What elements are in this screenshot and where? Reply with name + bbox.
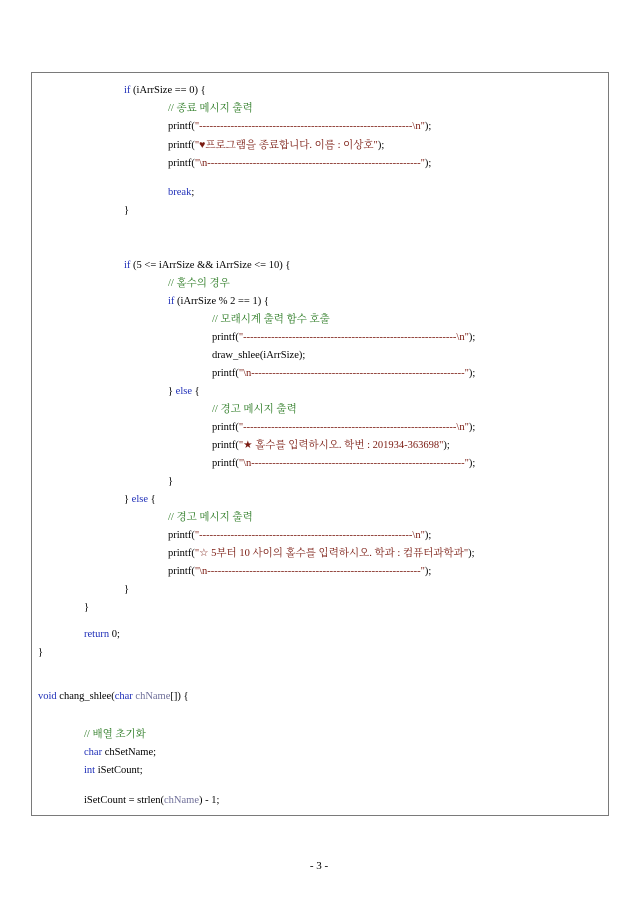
code-line: printf("-------------------------------------------------------------\n"); [168, 121, 432, 132]
code-line: char chSetName; [84, 747, 157, 758]
code-line: } [124, 205, 130, 216]
code-line: printf("☆ 5부터 10 사이의 홀수를 입력하시오. 학과 : 컴퓨터과학과"); [168, 548, 475, 559]
code-line: printf("\n-------------------------------------------------------------"); [212, 368, 476, 379]
code-line: // 경고 메시지 출력 [168, 512, 253, 523]
code-line: printf("★ 홀수를 입력하시오. 학번 : 201934-363698"); [212, 440, 450, 451]
code-line: } else { [124, 494, 156, 505]
code-line: printf("-------------------------------------------------------------\n"); [168, 530, 432, 541]
code-line: // 배열 초기화 [84, 729, 146, 740]
code-line: printf("-------------------------------------------------------------\n"); [212, 422, 476, 433]
code-line: } [84, 602, 90, 613]
code-line: printf("\n-------------------------------------------------------------"); [212, 458, 476, 469]
code-line: // 종료 메시지 출력 [168, 103, 253, 114]
code-line: } [168, 476, 174, 487]
code-line: if (5 <= iArrSize && iArrSize <= 10) { [124, 260, 291, 271]
code-line: // 홀수의 경우 [168, 278, 230, 289]
code-line: // 경고 메시지 출력 [212, 404, 297, 415]
code-line: } [124, 584, 130, 595]
code-line: } else { [168, 386, 200, 397]
code-line: iSetCount = strlen(chName) - 1; [84, 795, 220, 806]
page-number: - 3 - [309, 860, 329, 872]
code-line: if (iArrSize % 2 == 1) { [168, 296, 269, 307]
code-line: } [38, 647, 44, 658]
code-line: if (iArrSize == 0) { [124, 85, 206, 96]
code-line: void chang_shlee(char chName[]) { [38, 691, 189, 702]
code-line: break; [168, 187, 195, 198]
code-listing-box [31, 72, 609, 816]
code-line: printf("\n-------------------------------------------------------------"); [168, 158, 432, 169]
code-line: printf("-------------------------------------------------------------\n"); [212, 332, 476, 343]
code-line: draw_shlee(iArrSize); [212, 350, 306, 361]
code-line: return 0; [84, 629, 120, 640]
code-line: // 모래시계 출력 함수 호출 [212, 314, 330, 325]
code-line: int iSetCount; [84, 765, 143, 776]
code-line: printf("\n-------------------------------------------------------------"); [168, 566, 432, 577]
code-line: printf("♥프로그램을 종료합니다. 이름 : 이상호"); [168, 140, 385, 151]
